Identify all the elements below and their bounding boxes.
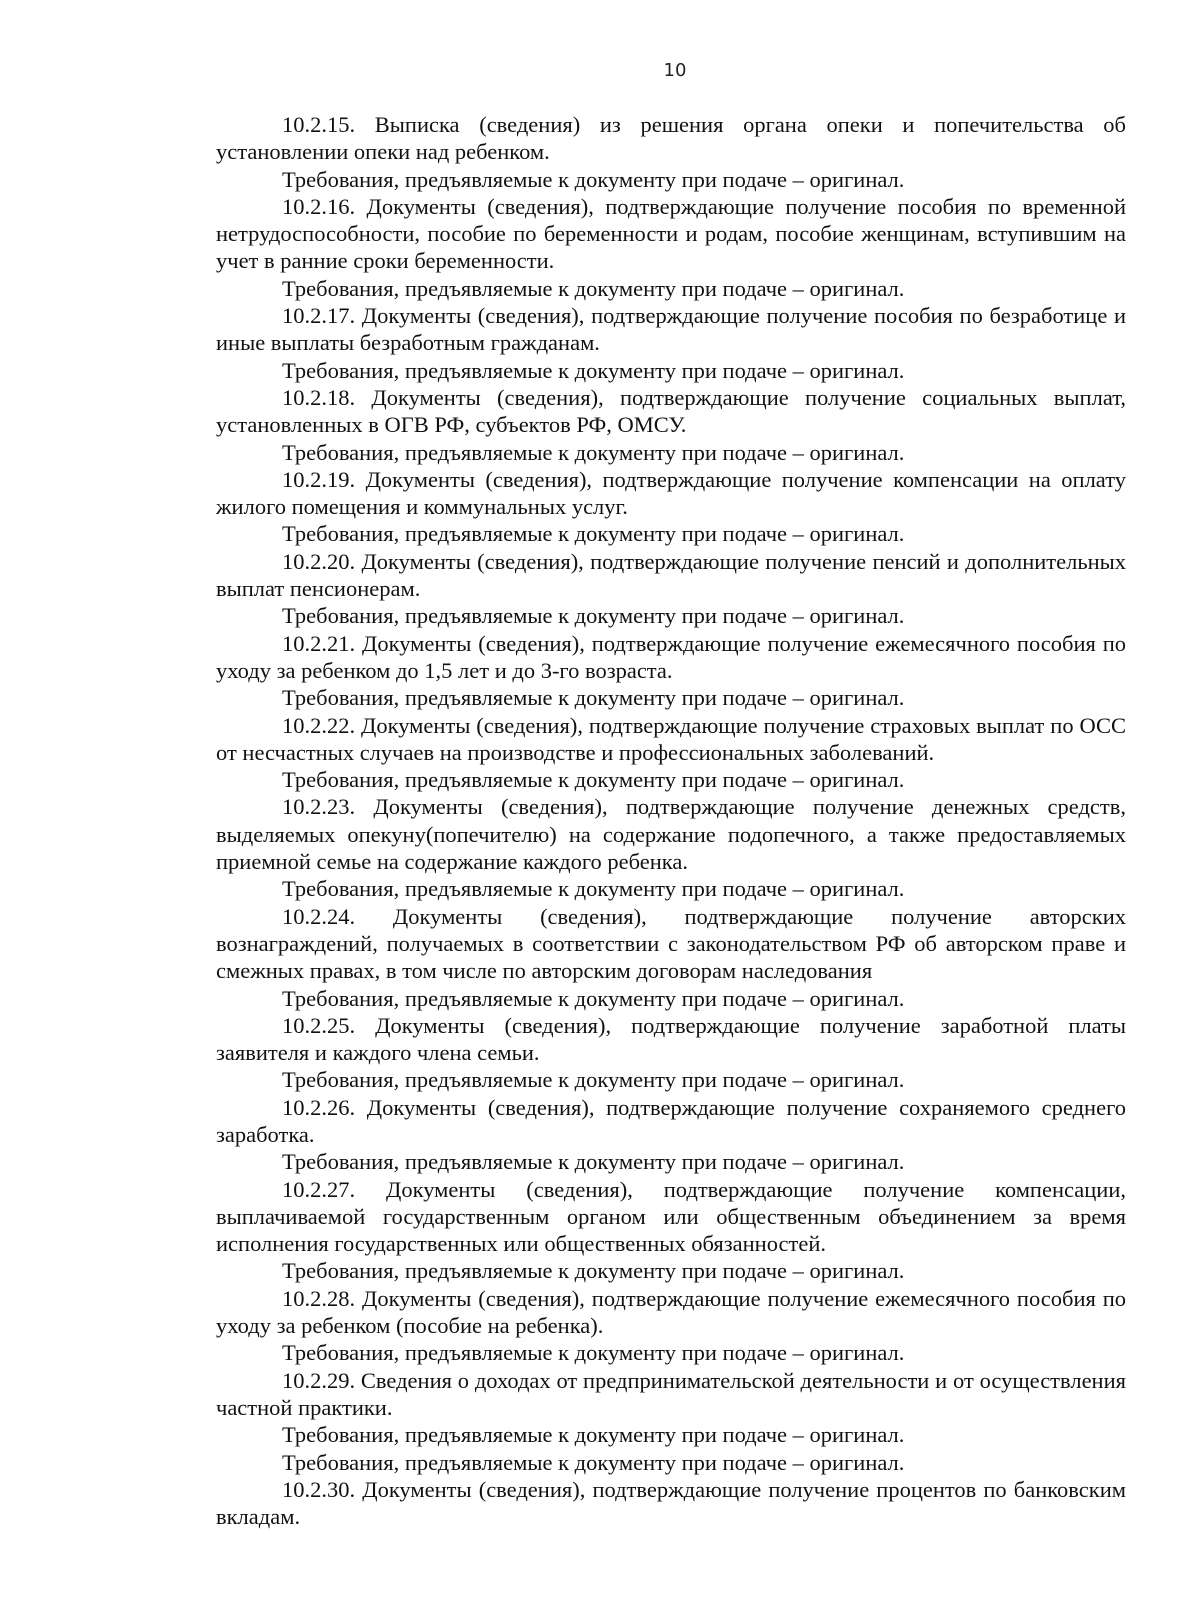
paragraph-10-2-20: 10.2.20. Документы (сведения), подтверждающие получение пенсий и дополнительных выплат пенсионерам. [216, 548, 1126, 602]
paragraph-10-2-28: 10.2.28. Документы (сведения), подтверждающие получение ежемесячного пособия по уходу за ребенком (пособие на ребенка). [216, 1285, 1126, 1339]
paragraph-10-2-25: 10.2.25. Документы (сведения), подтверждающие получение заработной платы заявителя и каждого члена семьи. [216, 1012, 1126, 1066]
requirement-text: Требования, предъявляемые к документу при подаче – оригинал. [282, 439, 905, 465]
paragraph-10-2-21: 10.2.21. Документы (сведения), подтверждающие получение ежемесячного пособия по уходу за ребенком до 1,5 лет и до 3-го возраста. [216, 630, 1126, 683]
requirement-text: Требования, предъявляемые к документу при подаче – оригинал. [282, 1149, 905, 1175]
requirement-text: Требования, предъявляемые к документу при подаче – оригинал. [282, 1449, 905, 1475]
page-number: 10 [663, 60, 687, 81]
requirement-text: Требования, предъявляемые к документу при подаче – оригинал. [282, 166, 905, 192]
requirement-text: Требования, предъявляемые к документу при подаче – оригинал. [282, 1067, 905, 1093]
requirement-text: Требования, предъявляемые к документу при подаче – оригинал. [282, 521, 905, 547]
paragraph-10-2-24: 10.2.24. Документы (сведения), подтверждающие получение авторских вознаграждений, получаемых в соответствии с законодательством РФ об авторском праве и смежных правах, в том числе по авторским договорам наследования [216, 903, 1126, 984]
requirement-text: Требования, предъявляемые к документу при подаче – оригинал. [282, 985, 905, 1011]
requirement-text: Требования, предъявляемые к документу при подаче – оригинал. [282, 876, 905, 902]
paragraph-10-2-29: 10.2.29. Сведения о доходах от предпринимательской деятельности и от осуществления частной практики. [216, 1367, 1126, 1420]
paragraph-10-2-23: 10.2.23. Документы (сведения), подтверждающие получение денежных средств, выделяемых опекуну(попечителю) на содержание подопечного, а также предоставляемых приемной семье на содержание каждого ребенка. [216, 794, 1126, 875]
requirement-text: Требования, предъявляемые к документу при подаче – оригинал. [282, 1340, 905, 1366]
paragraph-10-2-19: 10.2.19. Документы (сведения), подтверждающие получение компенсации на оплату жилого помещения и коммунальных услуг. [216, 466, 1126, 520]
requirement-text: Требования, предъявляемые к документу при подаче – оригинал. [282, 685, 905, 711]
paragraph-10-2-27: 10.2.27. Документы (сведения), подтверждающие получение компенсации, выплачиваемой государственным органом или общественным объединением за время исполнения государственных или общественных обязанностей. [216, 1176, 1126, 1257]
paragraph-10-2-26: 10.2.26. Документы (сведения), подтверждающие получение сохраняемого среднего заработка. [216, 1094, 1126, 1147]
requirement-text: Требования, предъявляемые к документу при подаче – оригинал. [282, 275, 905, 301]
requirement-text: Требования, предъявляемые к документу при подаче – оригинал. [282, 1258, 905, 1284]
paragraph-10-2-16: 10.2.16. Документы (сведения), подтверждающие получение пособия по временной нетрудоспособности, пособие по беременности и родам, пособие женщинам, вступившим на учет в ранние сроки беременности. [216, 193, 1126, 274]
paragraph-10-2-30: 10.2.30. Документы (сведения), подтверждающие получение процентов по банковским вкладам. [216, 1476, 1126, 1530]
paragraph-10-2-22: 10.2.22. Документы (сведения), подтверждающие получение страховых выплат по ОСС от несчастных случаев на производстве и профессиональных заболеваний. [216, 712, 1126, 765]
requirement-text: Требования, предъявляемые к документу при подаче – оригинал. [282, 603, 905, 629]
document-body [216, 111, 1126, 1530]
requirement-text: Требования, предъявляемые к документу при подаче – оригинал. [282, 357, 905, 383]
requirement-text: Требования, предъявляемые к документу при подаче – оригинал. [282, 767, 905, 793]
requirement-text: Требования, предъявляемые к документу при подаче – оригинал. [282, 1422, 905, 1448]
paragraph-10-2-18: 10.2.18. Документы (сведения), подтверждающие получение социальных выплат, установленных в ОГВ РФ, субъектов РФ, ОМСУ. [216, 384, 1126, 438]
paragraph-10-2-15: 10.2.15. Выписка (сведения) из решения органа опеки и попечительства об установлении опеки над ребенком. [216, 112, 1126, 165]
paragraph-10-2-17: 10.2.17. Документы (сведения), подтверждающие получение пособия по безработице и иные выплаты безработным гражданам. [216, 303, 1126, 356]
